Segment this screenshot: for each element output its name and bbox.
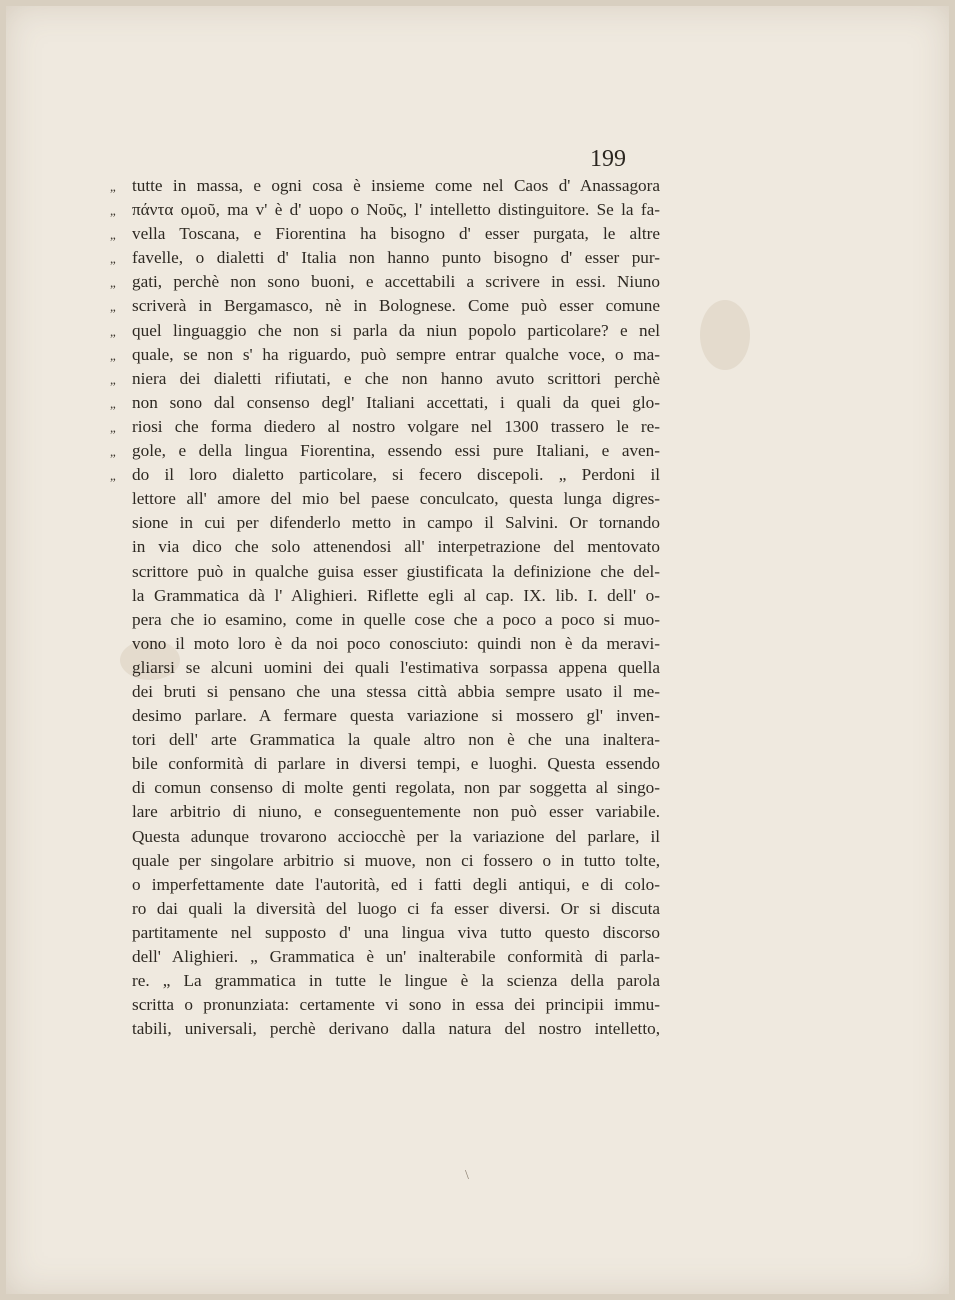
quotation-mark: „ [110,179,116,194]
line-text: in via dico che solo attenendosi all' interpetrazione del mentovato [132,537,660,557]
quotation-mark: „ [110,468,116,484]
quotation-mark: „ [110,347,116,363]
text-line [110,704,660,728]
line-text: favelle, o dialetti d' Italia non hanno punto bisogno d' esser pur- [132,248,660,268]
line-text: o imperfettamente date l'autorità, ed i fatti degli antiqui, e di colo- [132,874,660,894]
text-line [110,367,660,391]
text-line [110,849,660,873]
text-line [110,511,660,535]
line-text: quale, se non s' ha riguardo, può sempre entrar qualche voce, o ma- [132,344,660,364]
page-number: 199 [590,146,626,172]
line-text: pera che io esamino, come in quelle cose che a poco a poco si muo- [132,609,660,629]
line-text: riosi che forma diedero al nostro volgare nel 1300 trassero le re- [132,416,660,436]
text-line [110,776,660,800]
line-text: dell' Alighieri. „ Grammatica è un' inalterabile conformità di parla- [132,947,660,966]
line-text: vono il moto loro è da noi poco conosciuto: quindi non è da meravi- [132,633,660,653]
line-text: gliarsi se alcuni uomini dei quali l'estimativa sorpassa appena quella [132,657,660,677]
line-text: tori dell' arte Grammatica la quale altro non è che una inaltera- [132,730,660,750]
text-line [110,632,660,656]
line-text: la Grammatica dà l' Alighieri. Riflette egli al cap. IX. lib. I. dell' o- [132,585,660,605]
text-line [110,608,660,632]
line-text: πάντα ομοῦ, ma v' è d' uopo ο Νοῦς, l' intelletto distinguitore. Se la fa- [132,200,660,220]
text-line [110,415,660,439]
text-line [110,174,660,198]
text-line [110,584,660,608]
text-line [110,270,660,294]
quotation-mark: „ [110,251,116,267]
line-text: sione in cui per difenderlo metto in campo il Salvini. Or tornando [132,513,660,533]
quotation-mark: „ [110,299,116,315]
text-line [110,993,660,1017]
line-text: niera dei dialetti rifiutati, e che non hanno avuto scrittori perchè [132,368,660,388]
quotation-mark: „ [110,419,116,435]
text-line [110,752,660,776]
line-text: non sono dal consenso degl' Italiani accettati, i quali da quei glo- [132,392,660,412]
line-text: ro dai quali la diversità del luogo ci fa esser diversi. Or si discuta [132,898,660,918]
text-line [110,728,660,752]
quotation-mark: „ [110,371,116,387]
line-text: scrittore può in qualche guisa esser giustificata la definizione che del- [132,561,660,581]
line-text: re. „ La grammatica in tutte le lingue è la scienza della parola [132,971,660,991]
line-text: quale per singolare arbitrio si muove, non ci fossero o in tutto tolte, [132,850,660,870]
line-text: desimo parlare. A fermare questa variazione si mossero gl' inven- [132,706,660,726]
line-text: vella Toscana, e Fiorentina ha bisogno d' esser purgata, le altre [132,224,660,244]
body-text [110,174,660,1041]
line-text: lare arbitrio di niuno, e conseguentemente non può esser variabile. [132,802,660,822]
line-text: quel linguaggio che non si parla da niun popolo particolare? e nel [132,320,660,340]
text-line [110,198,660,222]
text-line [110,294,660,318]
text-line [110,1017,660,1041]
text-line [110,897,660,921]
line-text: Questa adunque trovarono acciocchè per la variazione del parlare, il [132,826,660,846]
line-text: tabili, universali, perchè derivano dalla natura del nostro intelletto, [132,1019,660,1039]
line-text: tutte in massa, e ogni cosa è insieme come nel Caos d' Anassagora [132,176,660,195]
text-line [110,680,660,704]
text-line [110,535,660,559]
text-line [110,921,660,945]
paper-mark: \ [465,1168,469,1183]
line-text: di comun consenso di molte genti regolata, non par soggetta al singo- [132,778,660,798]
text-line [110,873,660,897]
line-text: bile conformità di parlare in diversi tempi, e luoghi. Questa essendo [132,754,660,774]
text-line [110,343,660,367]
text-line [110,800,660,824]
line-text: do il loro dialetto particolare, si fecero discepoli. „ Perdoni il [132,465,660,485]
line-text: gati, perchè non sono buoni, e accettabili a scrivere in essi. Niuno [132,272,660,292]
text-line [110,945,660,969]
paper-stain [700,300,750,370]
line-text: lettore all' amore del mio bel paese conculcato, questa lunga digres- [132,489,660,509]
text-line [110,439,660,463]
text-line [110,487,660,511]
text-line [110,825,660,849]
text-line [110,463,660,487]
text-line [110,969,660,993]
quotation-mark: „ [110,395,116,411]
quotation-mark: „ [110,444,116,460]
line-text: scritta o pronunziata: certamente vi sono in essa dei principii immu- [132,995,660,1015]
quotation-mark: „ [110,203,116,219]
line-text: gole, e della lingua Fiorentina, essendo essi pure Italiani, e aven- [132,441,660,461]
text-line [110,319,660,343]
line-text: dei bruti si pensano che una stessa città abbia sempre usato il me- [132,681,660,701]
line-text: partitamente nel supposto d' una lingua viva tutto questo discorso [132,922,660,942]
text-line [110,656,660,680]
quotation-mark: „ [110,227,116,243]
text-line [110,560,660,584]
text-line [110,222,660,246]
text-line [110,391,660,415]
quotation-mark: „ [110,275,116,291]
text-line [110,246,660,270]
line-text: scriverà in Bergamasco, nè in Bolognese. Come può esser comune [132,296,660,316]
quotation-mark: „ [110,323,116,339]
